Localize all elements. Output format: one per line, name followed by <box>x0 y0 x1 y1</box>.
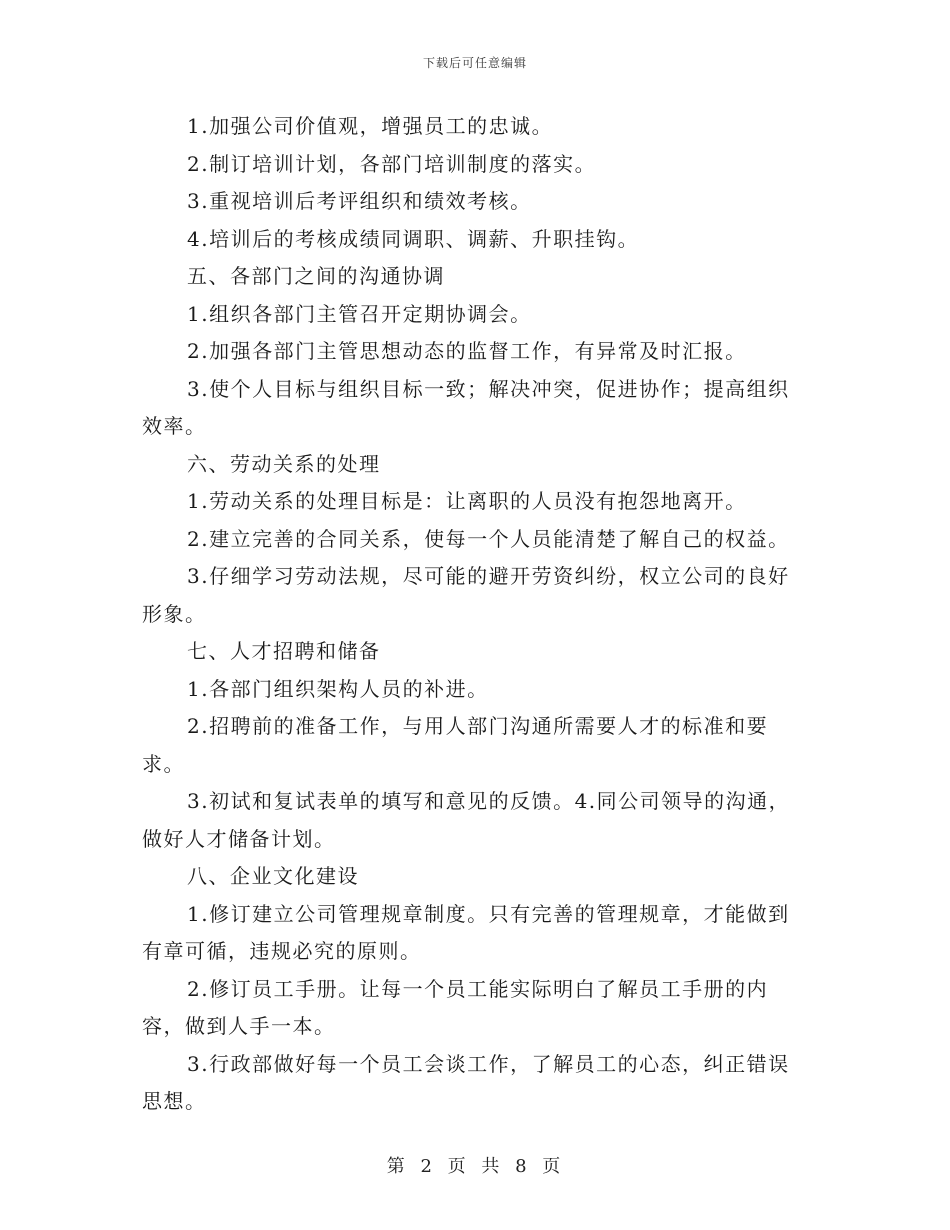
paragraph: 1.加强公司价值观，增强员工的忠诚。 <box>187 114 554 138</box>
paragraph: 2.建立完善的合同关系，使每一个人员能清楚了解自己的权益。 <box>187 526 790 551</box>
paragraph: 1.组织各部门主管召开定期协调会。 <box>187 301 532 326</box>
section-heading: 六、劳动关系的处理 <box>187 451 381 476</box>
paragraph: 1.修订建立公司管理规章制度。只有完善的管理规章，才能做到有章可循，违规必究的原则。 <box>142 901 790 963</box>
paragraph: 3.仔细学习劳动法规，尽可能的避开劳资纠纷，权立公司的良好形象。 <box>142 564 790 626</box>
paragraph: 3.行政部做好每一个员工会谈工作，了解员工的心态，纠正错误思想。 <box>142 1051 790 1113</box>
page-label-suffix: 页 <box>542 1156 564 1177</box>
page-label-prefix: 第 <box>386 1156 408 1177</box>
paragraph: 2.招聘前的准备工作，与用人部门沟通所需要人才的标准和要求。 <box>142 714 769 776</box>
paragraph: 2.修订员工手册。让每一个员工能实际明白了解员工手册的内容，做到人手一本。 <box>142 976 769 1038</box>
paragraph: 3.初试和复试表单的填写和意见的反馈。4.同公司领导的沟通，做好人才储备计划。 <box>142 789 791 851</box>
section-heading: 五、各部门之间的沟通协调 <box>187 264 445 288</box>
page-footer <box>0 1152 950 1178</box>
page-label-total-word: 共 <box>481 1156 503 1177</box>
paragraph: 1.劳动关系的处理目标是：让离职的人员没有抱怨地离开。 <box>187 489 747 513</box>
document-body <box>142 108 802 1121</box>
paragraph: 3.使个人目标与组织目标一致；解决冲突，促进协作；提高组织效率。 <box>142 376 790 438</box>
current-page-number: 2 <box>420 1156 435 1177</box>
paragraph: 2.加强各部门主管思想动态的监督工作，有异常及时汇报。 <box>187 339 747 363</box>
header-note: 下载后可任意编辑 <box>422 56 527 70</box>
paragraph: 4.培训后的考核成绩同调职、调薪、升职挂钩。 <box>187 226 640 251</box>
section-heading: 七、人才招聘和储备 <box>187 639 381 663</box>
total-pages-number: 8 <box>515 1156 530 1177</box>
page-label-mid: 页 <box>447 1156 469 1177</box>
paragraph: 2.制订培训计划，各部门培训制度的落实。 <box>187 151 597 176</box>
paragraph: 3.重视培训后考评组织和绩效考核。 <box>187 189 532 213</box>
section-heading: 八、企业文化建设 <box>187 864 359 888</box>
paragraph: 1.各部门组织架构人员的补进。 <box>187 676 489 701</box>
